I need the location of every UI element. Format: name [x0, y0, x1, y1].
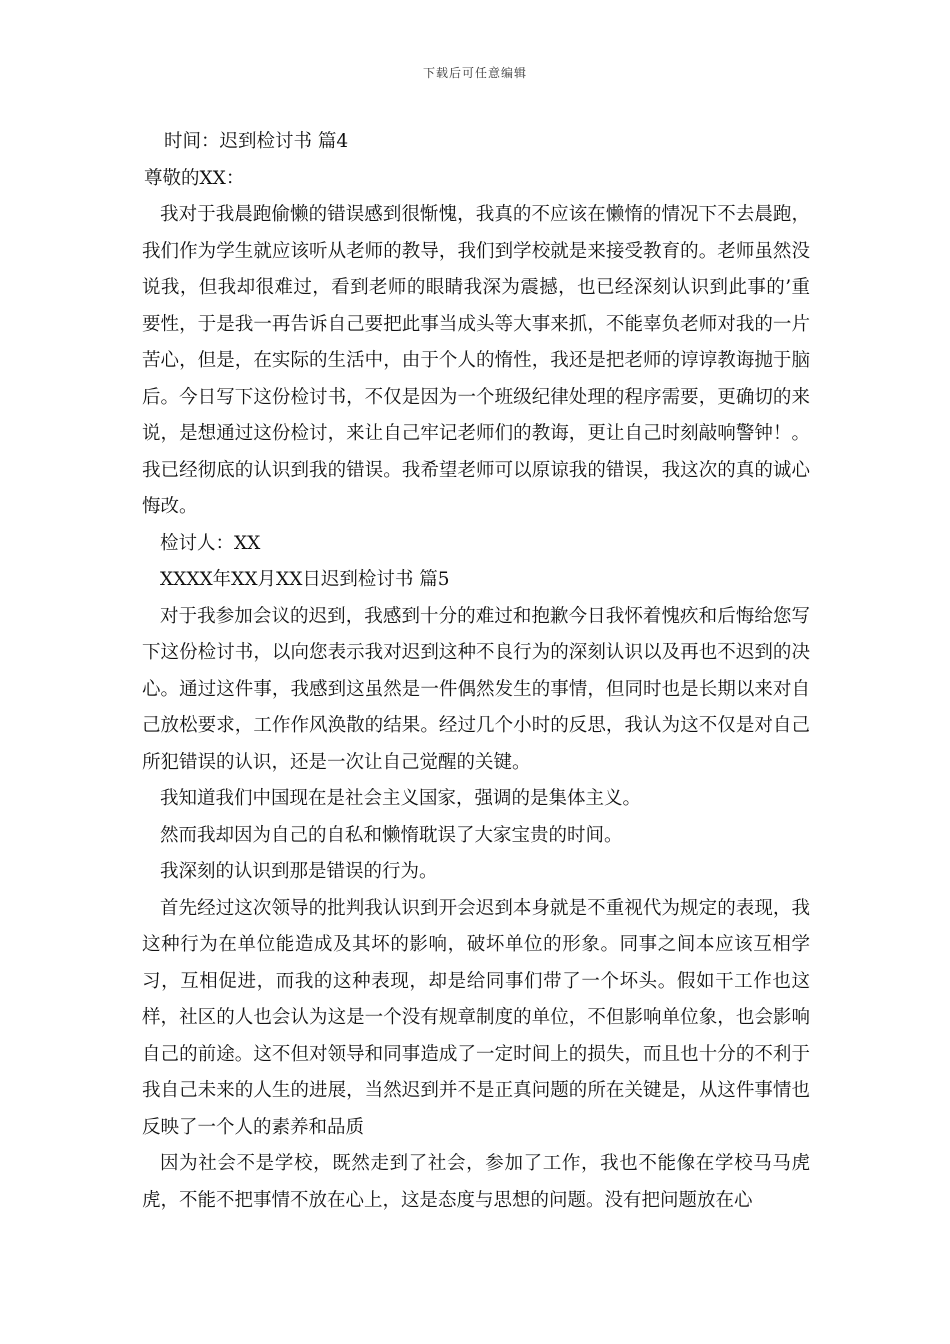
- paragraph-2: 对于我参加会议的迟到，我感到十分的难过和抱歉今日我怀着愧疚和后悔给您写下这份检讨书，以向您表示我对迟到这种不良行为的深刻认识以及再也不迟到的决心。通过这件事，我感到这虽然是一件偶然发生的事情，但同时也是长期以来对自己放松要求，工作作风涣散的结果。经过几个小时的反思，我认为这不仅是对自己所犯错误的认识，还是一次让自己觉醒的关键。: [142, 605, 810, 773]
- paragraph-7: 因为社会不是学校，既然走到了社会，参加了工作，我也不能像在学校马马虎虎，不能不把事情不放在心上，这是态度与思想的问题。没有把问题放在心: [142, 1153, 810, 1211]
- signer-line: 检讨人：XX: [160, 532, 261, 554]
- paragraph-3: 我知道我们中国现在是社会主义国家，强调的是集体主义。: [160, 788, 642, 809]
- paragraph-1: 我对于我晨跑偷懒的错误感到很惭愧，我真的不应该在懒惰的情况下不去晨跑，我们作为学生就应该听从老师的教导，我们到学校就是来接受教育的。老师虽然没说我，但我却很难过，看到老师的眼睛我深为震撼，也已经深刻认识到此事的’重要性，于是我一再告诉自己要把此事当成头等大事来抓，不能辜负老师对我的一片苦心，但是，在实际的生活中，由于个人的惰性，我还是把老师的谆谆教诲抛于脑后。今日写下这份检讨书，不仅是因为一个班级纪律处理的程序需要，更确切的来说，是想通过这份检讨，来让自己牢记老师们的教诲，更让自己时刻敲响警钟！。我已经彻底的认识到我的错误。我希望老师可以原谅我的错误，我这次的真的诚心悔改。: [142, 204, 810, 517]
- paragraph-4: 然而我却因为自己的自私和懒惰耽误了大家宝贵的时间。: [160, 824, 623, 846]
- paragraph-6: 首先经过这次领导的批判我认识到开会迟到本身就是不重视代为规定的表现，我这种行为在单位能造成及其坏的影响，破坏单位的形象。同事之间本应该互相学习，互相促进，而我的这种表现，却是给同事们带了一个坏头。假如干工作也这样，社区的人也会认为这是一个没有规章制度的单位，不但影响单位象，也会影响自己的前途。这不但对领导和同事造成了一定时间上的损失，而且也十分的不利于我自己未来的人生的进展，当然迟到并不是正真问题的所在关键是，从这件事情也反映了一个人的素养和品质: [142, 897, 810, 1138]
- paragraph-5: 我深刻的认识到那是错误的行为。: [160, 861, 438, 882]
- date-title-line: XXXX年XX月XX日迟到检讨书 篇5: [160, 569, 450, 590]
- header-note: 下载后可任意编辑: [422, 66, 527, 80]
- title-line: 时间：迟到检讨书 篇4: [164, 131, 349, 152]
- document-body: [142, 124, 810, 1219]
- salutation: 尊敬的XX：: [144, 167, 245, 189]
